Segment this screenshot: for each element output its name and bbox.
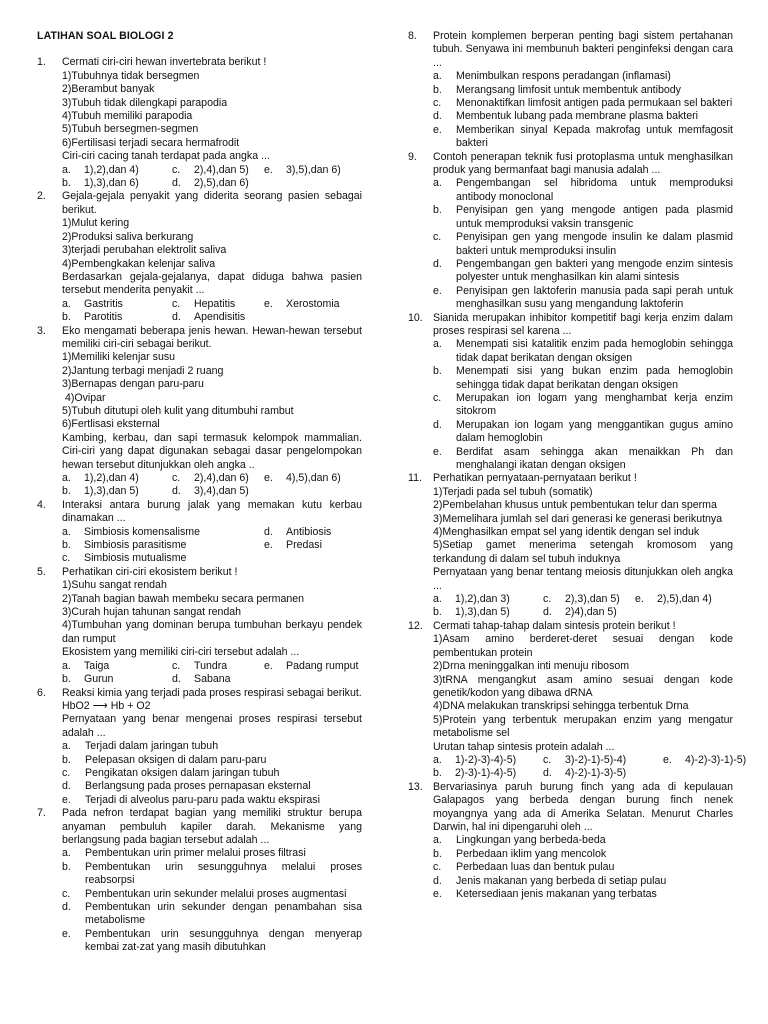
option-letter: b. [62, 539, 71, 552]
question-stem: Cermati ciri-ciri hewan invertebrata berikut ! [62, 56, 267, 69]
question-5 [37, 566, 362, 687]
option-text: Penyisipan gen laktoferin manusia pada sapi perah untuk menghasilkan susu yang mengandung laktoferin [456, 284, 733, 311]
question-6 [37, 687, 362, 808]
option-letter: d. [543, 606, 552, 619]
option-letter: d. [62, 780, 71, 793]
option-letter: b. [62, 673, 71, 686]
option-text: Merupakan ion logam yang menggantikan gugus amino dalam hemoglobin [456, 418, 733, 445]
option-text: Ketersediaan jenis makanan yang terbatas [456, 888, 657, 900]
option-letter: e. [663, 753, 672, 766]
option-letter: e. [433, 284, 442, 297]
option-letter: b. [433, 606, 442, 619]
option-letter: b. [62, 860, 71, 873]
answer-option [433, 177, 733, 204]
list-item: 6)Fertlisasi eksternal [62, 418, 160, 431]
question-stem: Perhatikan pernyataan-pernyataan berikut ! [433, 472, 637, 485]
question-prompt: Urutan tahap sintesis protein adalah ... [433, 740, 615, 753]
list-item: 1)Terjadi pada sel tubuh (somatik) [433, 485, 593, 498]
list-item: 4)Pembengkakan kelenjar saliva [62, 257, 216, 270]
answer-option [433, 285, 733, 312]
question-stem: Bervariasinya paruh burung finch yang ada di kepulauan Galapagos yang berbeda dengan burung finch nenek moyangnya yang ada di Amerika Selatan. Menurut Charles Darwin, hal ini dipengaruhi oleh ... [433, 780, 733, 833]
option-letter: c. [543, 593, 552, 606]
list-item: 3)Bernapas dengan paru-paru [62, 378, 204, 391]
answer-option [433, 392, 733, 419]
option-letter: e. [264, 539, 273, 552]
option-text: Menempati sisi katalitik enzim pada hemoglobin sehingga tidak dapat berikatan dengan oksigen [456, 338, 733, 364]
list-item: 1)Asam amino berderet-deret sesuai dengan kode pembentukan protein [433, 633, 733, 659]
option-text: 1)-2)-3)-4)-5) [455, 753, 517, 766]
option-letter: b. [62, 753, 71, 766]
option-letter: d. [433, 110, 442, 123]
answer-option [62, 767, 362, 780]
option-text: 3)-2)-1)-5)-4) [565, 753, 627, 766]
option-letter: b. [433, 365, 442, 378]
option-text: 1),3),dan 6) [84, 177, 139, 190]
answer-options [62, 472, 362, 499]
question-prompt: Pernyataan yang benar mengenai proses respirasi tersebut adalah ... [62, 713, 362, 739]
question-13 [408, 781, 733, 902]
option-text: 2),4),dan 6) [194, 472, 249, 484]
answer-option [433, 365, 733, 392]
option-text: Pembentukan urin sesungguhnya dengan menyerap kembai zat-zat yang masih dibutuhkan [85, 927, 362, 954]
option-text: Jenis makanan yang berbeda di setiap pulau [456, 874, 667, 887]
list-item: 6)Fertilisasi terjadi secara hermafrodit [62, 136, 240, 149]
option-text: Terjadi dalam jaringan tubuh [85, 740, 219, 753]
list-item: 1)Mulut kering [62, 217, 130, 230]
answer-option [433, 875, 733, 888]
list-item: 4)Tumbuhan yang dominan berupa tumbuhan berkayu pendek dan rumput [62, 619, 362, 645]
option-letter: b. [62, 177, 71, 190]
option-letter: a. [62, 297, 71, 310]
option-letter: d. [433, 874, 442, 887]
question-number: 4. [37, 498, 46, 511]
option-letter: e. [433, 123, 442, 136]
list-item: 2)Tanah bagian bawah membeku secara permanen [62, 592, 305, 605]
question-stem: Gejala-gejala penyakit yang diderita seorang pasien sebagai berikut. [62, 190, 362, 216]
answer-option [433, 258, 733, 285]
answer-options [62, 526, 362, 566]
option-letter: c. [172, 659, 181, 672]
option-text: Tundra [194, 659, 228, 672]
option-letter: c. [433, 231, 442, 244]
option-text: 2),4),dan 5) [194, 163, 249, 176]
question-stem: Sianida merupakan inhibitor kompetitif bagi kerja enzim dalam proses respirasi sel karena ... [433, 311, 733, 337]
question-number: 6. [37, 686, 46, 699]
document-title: LATIHAN SOAL BIOLOGI 2 [37, 30, 174, 42]
question-stem: Perhatikan ciri-ciri ekosistem berikut ! [62, 565, 238, 578]
list-item: 1)Tubuhnya tidak bersegmen [62, 69, 200, 82]
option-letter: a. [62, 472, 71, 484]
list-item: 3)Curah hujan tahunan sangat rendah [62, 606, 242, 619]
option-letter: d. [172, 673, 181, 686]
option-letter: a. [433, 177, 442, 190]
question-prompt: Kambing, kerbau, dan sapi termasuk kelompok mammalian. Ciri-ciri yang dapat digunakan sebagai dasar pengelompokan hewan tersebut ditunjukkan oleh angka .. [62, 431, 362, 471]
question-9 [408, 151, 733, 312]
option-letter: e. [264, 163, 273, 176]
answer-option [433, 97, 733, 110]
answer-option [62, 847, 362, 860]
option-letter: b. [62, 311, 71, 324]
option-text: Antibiosis [286, 525, 332, 538]
option-text: 3),4),dan 5) [194, 485, 249, 498]
option-text: Berlangsung pada proses pernapasan eksternal [85, 780, 311, 793]
option-letter: d. [62, 901, 71, 913]
question-7 [37, 807, 362, 954]
question-number: 9. [408, 150, 417, 163]
question-10 [408, 312, 733, 473]
list-item: 2)Berambut banyak [62, 83, 155, 96]
option-letter: a. [62, 163, 71, 176]
question-number: 3. [37, 324, 46, 337]
option-letter: c. [62, 887, 71, 900]
question-stem: Contoh penerapan teknik fusi protoplasma untuk menghasilkan produk yang bermanfaat bagi manusia adalah ... [433, 150, 733, 177]
question-number: 12. [408, 619, 423, 632]
option-letter: c. [543, 753, 552, 766]
answer-option [62, 740, 362, 753]
option-text: Taiga [84, 659, 110, 672]
answer-option [62, 754, 362, 767]
option-text: 4)-2)-1)-3)-5) [565, 767, 627, 780]
option-text: 2),3),dan 5) [565, 593, 620, 606]
option-text: Pengikatan oksigen dalam jaringan tubuh [85, 766, 280, 779]
option-text: 1),2),dan 3) [455, 593, 510, 606]
answer-options [62, 660, 362, 687]
question-stem: Protein komplemen berperan penting bagi sistem pertahanan tubuh. Senyawa ini membunuh bakteri penginfeksi dengan cara ... [433, 30, 733, 69]
option-letter: a. [62, 659, 71, 672]
option-letter: d. [433, 418, 442, 431]
option-text: Hepatitis [194, 297, 236, 310]
option-letter: a. [433, 834, 442, 847]
option-text: Simbiosis komensalisme [84, 525, 200, 538]
option-letter: b. [433, 83, 442, 96]
option-text: 4)-2)-3)-1)-5) [685, 753, 747, 766]
question-number: 8. [408, 30, 417, 42]
question-1 [37, 56, 362, 190]
option-letter: d. [433, 257, 442, 270]
option-letter: b. [433, 847, 442, 860]
option-letter: e. [62, 793, 71, 806]
list-item: 2)Drna meninggalkan inti menuju ribosom [433, 660, 630, 673]
answer-option [433, 446, 733, 473]
option-letter: c. [172, 163, 181, 176]
option-text: 1),3),dan 5) [455, 606, 510, 619]
option-letter: d. [172, 311, 181, 324]
list-item: 4)Tubuh memiliki parapodia [62, 110, 193, 123]
answer-option [433, 848, 733, 861]
option-text: 3),5),dan 6) [286, 163, 341, 176]
option-letter: d. [172, 485, 181, 498]
option-letter: a. [433, 753, 442, 766]
option-text: Menonaktifkan limfosit antigen pada permukaan sel bakteri [456, 97, 733, 110]
left-column [37, 30, 362, 955]
option-letter: a. [433, 338, 442, 351]
answer-option [433, 861, 733, 874]
option-text: Parotitis [84, 311, 123, 324]
answer-options [62, 298, 362, 325]
option-letter: b. [433, 204, 442, 217]
option-letter: e. [433, 888, 442, 900]
answer-option [62, 794, 362, 807]
option-text: Membentuk lubang pada membrane plasma bakteri [456, 110, 699, 123]
answer-options [433, 593, 733, 620]
question-stem: Reaksi kimia yang terjadi pada proses respirasi sebagai berikut. [62, 686, 362, 699]
option-text: Simbiosis mutualisme [84, 552, 187, 565]
question-8 [408, 30, 733, 151]
option-text: Penyisipan gen yang mengode antigen pada plasmid untuk memproduksi vaksin transgenic [456, 204, 733, 230]
option-text: Pembentukan urin sesungguhnya melalui proses reabsorpsi [85, 860, 362, 887]
option-letter: c. [62, 552, 71, 565]
answer-option [62, 780, 362, 793]
question-stem: Eko mengamati beberapa jenis hewan. Hewan-hewan tersebut memiliki ciri-ciri sebagai berikut. [62, 324, 362, 350]
option-text: Simbiosis parasitisme [84, 539, 187, 552]
option-letter: e. [433, 445, 442, 458]
option-letter: c. [433, 391, 442, 404]
question-stem: Cermati tahap-tahap dalam sintesis protein berikut ! [433, 619, 676, 632]
option-text: Pembentukan urin sekunder dengan penambahan sisa metabolisme [85, 901, 362, 927]
list-item: 4)DNA melakukan transkripsi sehingga terbentuk Drna [433, 700, 689, 713]
answer-option [433, 419, 733, 446]
option-text: Xerostomia [286, 297, 340, 310]
list-item: 3)Memelihara jumlah sel dari generasi ke generasi berikutnya [433, 512, 723, 525]
option-text: Pembentukan urin sekunder melalui proses augmentasi [85, 887, 347, 900]
answer-option [433, 110, 733, 123]
question-prompt: Berdasarkan gejala-gejalanya, dapat diduga bahwa pasien tersebut menderita penyakit ... [62, 270, 362, 297]
question-number: 1. [37, 56, 46, 69]
option-text: Perbedaan iklim yang mencolok [456, 847, 607, 860]
answer-option [62, 861, 362, 888]
answer-option [433, 70, 733, 83]
list-item: 3)terjadi perubahan elektrolit saliva [62, 244, 227, 257]
option-text: Apendisitis [194, 311, 246, 324]
option-text: Padang rumput [286, 659, 359, 672]
option-text: Memberikan sinyal Kepada makrofag untuk memfagosit bakteri [456, 123, 733, 150]
question-prompt: Ciri-ciri cacing tanah terdapat pada angka ... [62, 150, 270, 163]
option-letter: e. [264, 297, 273, 310]
option-letter: d. [543, 767, 552, 780]
option-text: 2),5),dan 4) [657, 593, 712, 606]
question-number: 11. [408, 472, 422, 485]
option-letter: a. [433, 70, 442, 83]
answer-option [433, 834, 733, 847]
option-text: Gastritis [84, 297, 123, 310]
answer-option [62, 901, 362, 928]
list-item: 5)Tubuh ditutupi oleh kulit yang ditumbuhi rambut [62, 404, 294, 417]
option-letter: a. [62, 740, 71, 753]
option-letter: e. [62, 927, 71, 940]
option-letter: e. [264, 472, 273, 484]
question-3 [37, 325, 362, 499]
answer-options [433, 753, 747, 781]
answer-option [433, 204, 733, 231]
list-item: 1)Suhu sangat rendah [62, 579, 167, 592]
option-text: Sabana [194, 673, 231, 686]
option-text: Perbedaan luas dan bentuk pulau [456, 861, 615, 874]
option-letter: b. [62, 485, 71, 498]
option-letter: c. [172, 472, 181, 484]
list-item: 2)Pembelahan khusus untuk pembentukan telur dan sperma [433, 499, 717, 512]
option-text: Menempati sisi yang bukan enzim pada hemoglobin sehingga tidak dapat berikatan dengan oksigen [456, 365, 733, 391]
option-text: Pengembangan gen bakteri yang mengode enzim sintesis polyester untuk menghasilkan kin alami sintesis [456, 257, 733, 284]
option-letter: c. [172, 297, 181, 310]
list-item: 5)Tubuh bersegmen-segmen [62, 123, 199, 136]
list-item: 3)tRNA mengangkut asam amino sesuai dengan kode genetik/kodon yang dibawa dRNA [433, 673, 733, 699]
option-letter: c. [62, 766, 71, 779]
option-text: Lingkungan yang berbeda-beda [456, 834, 606, 847]
option-letter: e. [635, 593, 644, 606]
option-letter: e. [264, 659, 273, 672]
option-letter: c. [433, 861, 442, 874]
option-letter: d. [264, 525, 273, 538]
question-number: 7. [37, 807, 46, 820]
answer-option [62, 928, 362, 955]
option-text: 1),3),dan 5) [84, 485, 139, 498]
option-text: 1),2),dan 4) [84, 163, 139, 176]
question-12 [408, 619, 747, 781]
option-text: Pelepasan oksigen di dalam paru-paru [85, 753, 267, 766]
option-text: 1),2),dan 4) [84, 472, 139, 484]
option-letter: d. [172, 177, 181, 190]
option-text: Merupakan ion logam yang menghambat kerja enzim sitokrom [456, 391, 733, 418]
answer-option [433, 888, 733, 901]
answer-options [62, 164, 362, 191]
option-letter: b. [433, 767, 442, 780]
option-text: Gurun [84, 673, 114, 686]
option-letter: a. [433, 593, 442, 606]
answer-option [433, 124, 733, 151]
answer-option [433, 338, 733, 365]
question-prompt: Pernyataan yang benar tentang meiosis ditunjukkan oleh angka ... [433, 566, 733, 592]
option-text: Terjadi di alveolus paru-paru pada waktu ekspirasi [85, 793, 320, 806]
list-item: 5)Protein yang terbentuk merupakan enzim yang mengatur metabolisme sel [433, 713, 733, 740]
question-number: 5. [37, 565, 46, 578]
option-text: 2)4),dan 5) [565, 606, 617, 619]
option-text: 2)-3)-1)-4)-5) [455, 767, 517, 780]
option-text: Pengembangan sel hibridoma untuk memproduksi antibody monoclonal [456, 177, 733, 203]
option-letter: a. [62, 525, 71, 538]
option-text: Predasi [286, 539, 322, 552]
question-stem: Pada nefron terdapat bagian yang memiliki struktur berupa anyaman pembuluh kapiler darah. Mekanisme yang berlangsung pada bagian tersebut adalah ... [62, 807, 362, 846]
reaction-equation: HbO2 ⟶ Hb + O2 [62, 699, 151, 712]
answer-option [433, 231, 733, 258]
question-stem: Interaksi antara burung jalak yang memakan kutu kerbau dinamakan ... [62, 498, 362, 525]
list-item: 1)Memiliki kelenjar susu [62, 351, 176, 364]
list-item: 4)Menghasilkan empat sel yang identik dengan sel induk [433, 526, 700, 539]
option-text: Menimbulkan respons peradangan (inflamasi) [456, 70, 671, 83]
list-item: 2)Produksi saliva berkurang [62, 230, 194, 243]
question-prompt: Ekosistem yang memiliki ciri-ciri tersebut adalah ... [62, 646, 300, 659]
option-text: Penyisipan gen yang mengode insulin ke dalam plasmid bakteri untuk memproduksi insulin [456, 231, 733, 257]
list-item: 3)Tubuh tidak dilengkapi parapodia [62, 96, 228, 109]
list-item: 5)Setiap gamet menerima setengah kromosom yang terkandung di dalam sel tubuh induknya [433, 539, 733, 565]
option-text: 2),5),dan 6) [194, 177, 249, 190]
question-2 [37, 190, 362, 324]
option-text: Merangsang limfosit untuk membentuk antibody [456, 83, 681, 96]
option-text: Pembentukan urin primer melalui proses filtrasi [85, 847, 306, 860]
option-letter: a. [62, 847, 71, 860]
answer-option [62, 888, 362, 901]
question-11 [408, 472, 733, 619]
option-text: 4),5),dan 6) [286, 472, 341, 484]
list-item: 4)Ovipar [62, 391, 106, 404]
question-number: 13. [408, 780, 423, 793]
question-4 [37, 499, 362, 566]
list-item: 2)Jantung terbagi menjadi 2 ruang [62, 364, 224, 377]
right-column [408, 30, 747, 901]
question-number: 10. [408, 311, 423, 324]
option-letter: c. [433, 97, 442, 110]
option-text: Berdifat asam sehingga akan menaikkan Ph dan menghalangi ikatan dengan oksigen [456, 445, 733, 471]
answer-option [433, 84, 733, 97]
question-number: 2. [37, 190, 46, 203]
